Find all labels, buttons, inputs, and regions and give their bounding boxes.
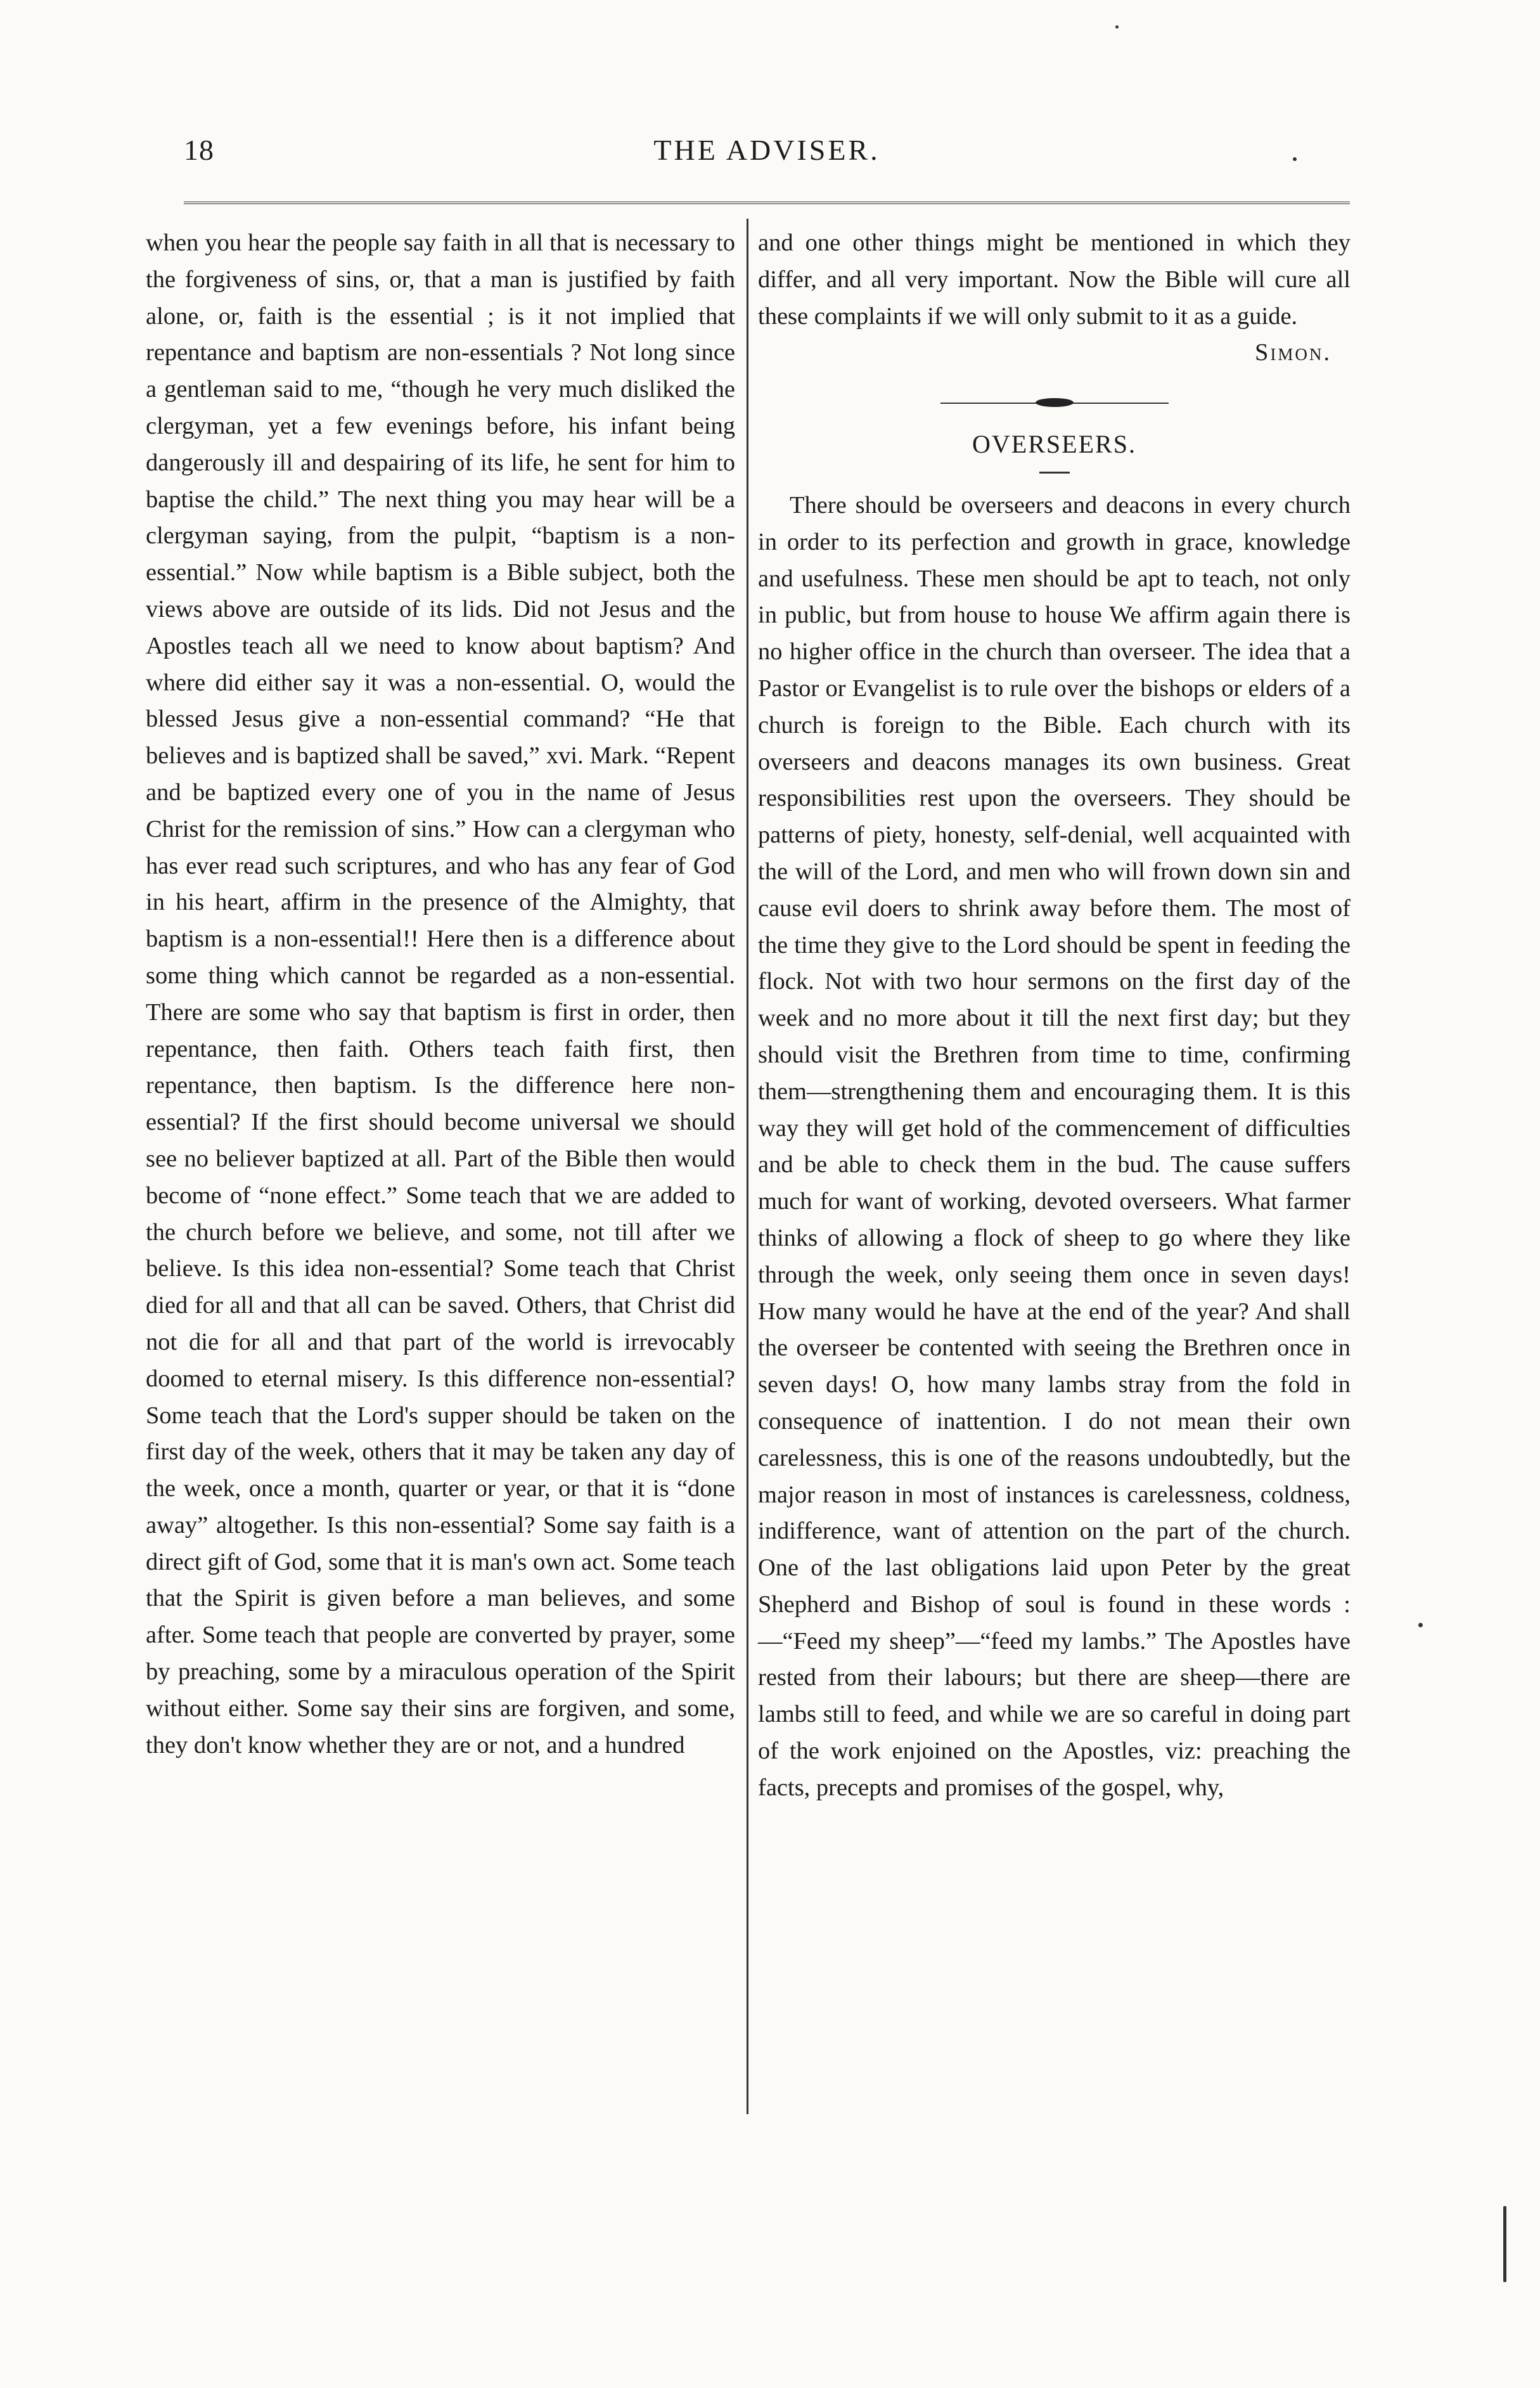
overseers-paragraph: There should be overseers and deacons in every church in order to its perfection and growth in grace, knowledge and usefulness. These men should be apt to teach, not only in public, but from house to house We affirm again there is no higher office in the church than overseer. The idea that a Pastor or Evangelist is to rule over the bishops or elders of a church is foreign to the Bible. Each church with its overseers and deacons manages its own business. Great responsibilities rest upon the overseers. They should be patterns of piety, honesty, self-denial, well acquainted with the will of the Lord, and men who will frown down sin and cause evil doers to shrink away before them. The most of the time they give to the Lord should be spent in feeding the flock. Not with two hour sermons on the first day of the week and no more about it till the next first day; but they should visit the Brethren from time to time, confirming them—strengthening them and encouraging them. It is this way they will get hold of the commencement of difficulties and be able to check them in the bud. The cause suffers much for want of working, devoted overseers. What farmer thinks of allowing a flock of sheep to go where they like through the week, only seeing them once in seven days! How many would he have at the end of the year? And shall the overseer be contented with seeing the Brethren once in seven days! O, how many lambs stray from the fold in consequence of inattention. I do not mean their own carelessness, this is one of the reasons undoubtedly, but the major reason in most of instances is carelessness, coldness, indifference, want of attention on the part of the church. One of the last obligations laid upon Peter by the great Shepherd and Bishop of soul is found in these words :—“Feed my sheep”—“feed my lambs.” The Apostles have rested from their labours; but there are sheep—there are lambs still to feed, and while we are so careful in doing part of the work enjoined on the Apostles, viz: preaching the facts, precepts and promises of the gospel, why, [758, 491, 1351, 1801]
heading-rule [1039, 472, 1070, 474]
header-rule [184, 202, 1350, 204]
ink-speck [1293, 157, 1297, 161]
ink-speck [1503, 2206, 1506, 2282]
left-paragraph: when you hear the people say faith in all that is necessary to the forgiveness of sins, or, that a man is justified by faith alone, or, faith is the essential ; is it not implied that repentance and baptism are non-essentials ? Not long since a gentleman said to me, “though he very much disliked the clergyman, yet a few evenings before, his infant being dangerously ill and despairing of its life, he sent for him to baptise the child.” The next thing you may hear will be a clergyman saying, from the pulpit, “baptism is a non-essential.” Now while baptism is a Bible subject, both the views above are outside of its lids. Did not Jesus and the Apostles teach all we need to know about baptism? And where did either say it was a non-essential. O, would the blessed Jesus give a non-essential command? “He that believes and is baptized shall be saved,” xvi. Mark. “Repent and be baptized every one of you in the name of Jesus Christ for the remission of sins.” How can a clergyman who has ever read such scriptures, and who has any fear of God in his heart, affirm in the presence of the Almighty, that baptism is a non-essential!! Here then is a difference about some thing which cannot be regarded as a non-essential. There are some who say that baptism is first in order, then repentance, then faith. Others teach faith first, then repentance, then baptism. Is the difference here non-essential? If the first should become universal we should see no believer baptized at all. Part of the Bible then would become of “none effect.” Some teach that we are added to the church before we believe, and some, not till after we believe. Is this idea non-essential? Some teach that Christ died for all and that all can be saved. Others, that Christ did not die for all and that part of the world is irrevocably doomed to eternal misery. Is this difference non-essential? Some teach that the Lord's supper should be taken on the first day of the week, others that it may be taken any day of the week, once a month, quarter or year, or that it is “done away” altogether. Is this non-essential? Some say faith is a direct gift of God, some that it is man's own act. Some teach that the Spirit is given before a man believes, and some after. Some teach that people are converted by prayer, some by preaching, some by a miraculous operation of the Spirit without either. Some say their sins are forgiven, and some, they don't know whether they are or not, and a hundred [146, 229, 735, 1759]
left-column [146, 225, 735, 1764]
ornament-diamond-icon [1036, 398, 1074, 407]
page-number: 18 [184, 134, 214, 166]
page-header [184, 133, 1350, 177]
author-signature: Simon. [1254, 339, 1331, 366]
column-divider [747, 219, 748, 2114]
right-column [758, 225, 1351, 1807]
continued-paragraph: and one other things might be mentioned in which they differ, and all very important. Now the Bible will cure all these complaints if we will only submit to it as a guide. [758, 229, 1351, 330]
section-heading: OVERSEERS. [972, 430, 1136, 459]
ornament-divider [940, 390, 1169, 416]
ink-speck [1115, 25, 1119, 29]
running-title: THE ADVISER. [653, 134, 880, 166]
ink-speck [1418, 1623, 1423, 1627]
